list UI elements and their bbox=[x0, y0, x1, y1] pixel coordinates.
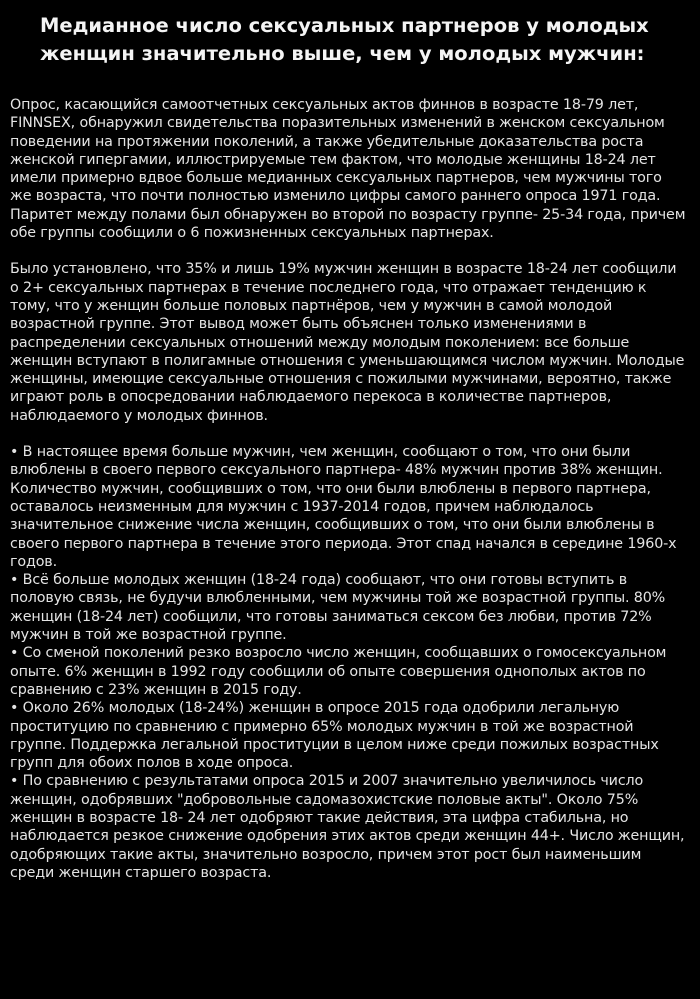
paragraph-intro: Опрос, касающийся самоотчетных сексуальных актов финнов в возрасте 18-79 лет, FINNSEX, обнаружил свидетельства поразительных изменений в женском сексуальном поведении на протяжении поколений, а также убедительные доказательства роста женской гипергамии, иллюстрируемые тем фактом, что молодые женщины 18-24 лет имели примерно вдвое больше медианных сексуальных партнеров, чем мужчины того же возраста, что почти полностью изменило цифры самого раннего опроса 1971 года. Паритет между полами был обнаружен во второй по возрасту группе- 25-34 года, причем обе группы сообщили о 6 пожизненных сексуальных партнерах. bbox=[10, 97, 686, 242]
bullet-item-homosexual-experience: • Со сменой поколений резко возросло число женщин, сообщавших о гомосексуальном опыте. 6% женщин в 1992 году сообщили об опыте совершения однополых актов по сравнению с 23% женщин в 2015 году. bbox=[10, 645, 667, 698]
bullet-item-sex-without-love: • Всё больше молодых женщин (18-24 года) сообщают, что они готовы вступить в половую связь, не будучи влюбленными, чем мужчины той же возрастной группы. 80% женщин (18-24 лет) сообщили, что готовы заниматься сексом без любви, против 72% мужчин в той же возрастной группе. bbox=[10, 572, 666, 644]
bullet-item-legal-prostitution: • Около 26% молодых (18-24%) женщин в опросе 2015 года одобрили легальную проституцию по сравнению с примерно 65% молодых мужчин в той же возрастной группе. Поддержка легальной проституции в целом ниже среди пожилых возрастных групп для обоих полов в ходе опроса. bbox=[10, 700, 659, 772]
bullet-item-first-partner-love: • В настоящее время больше мужчин, чем женщин, сообщают о том, что они были влюблены в своего первого сексуального партнера- 48% мужчин против 38% женщин. Количество мужчин, сообщивших о том, что они были влюблены в первого партнера, оставалось неизменным для мужчин с 1937-2014 годов, причем наблюдалось значительное снижение числа женщин, сообщивших о том, что они были влюблены в своего первого партнера в течение этого периода. Этот спад начался в середине 1960-х годов. bbox=[10, 444, 677, 570]
bullet-item-sadomasochism: • По сравнению с результатами опроса 2015 и 2007 значительно увеличилось число женщин, одобрявших "добровольные садомазохистские половые акты". Около 75% женщин в возрасте 18- 24 лет одобряют такие действия, эта цифра стабильна, но наблюдается резкое снижение одобрения этих актов среди женщин 44+. Число женщин, одобряющих такие акты, значительно возросло, причем этот рост был наименьшим среди женщин старшего возраста. bbox=[10, 773, 685, 881]
article-title: Медианное число сексуальных партнеров у молодых женщин значительно выше, чем у молодых мужчин: bbox=[40, 14, 649, 65]
article-body bbox=[10, 96, 686, 882]
paragraph-findings: Было установлено, что 35% и лишь 19% мужчин женщин в возрасте 18-24 лет сообщили о 2+ сексуальных партнерах в течение последнего года, что отражает тенденцию к тому, что у женщин больше половых партнёров, чем у мужчин в самой молодой возрастной группе. Этот вывод может быть объяснен только изменениями в распределении сексуальных отношений между молодым поколением: все больше женщин вступают в полигамные отношения с уменьшающимся числом мужчин. Молодые женщины, имеющие сексуальные отношения с пожилыми мужчинами, вероятно, также играют роль в опосредовании наблюдаемого перекоса в количестве партнеров, наблюдаемого у молодых финнов. bbox=[10, 261, 685, 424]
bullet-list bbox=[10, 443, 686, 882]
